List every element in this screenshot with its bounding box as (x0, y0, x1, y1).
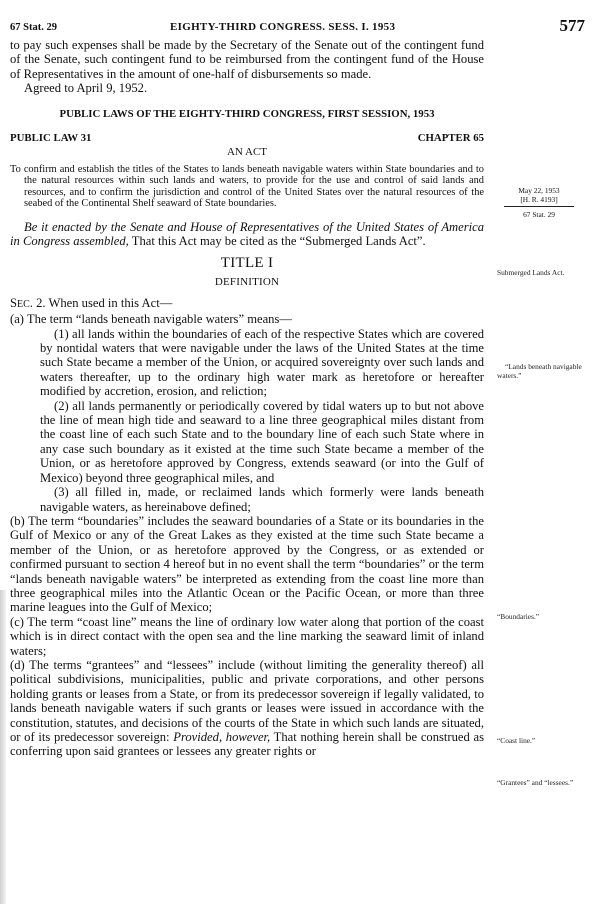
sec2-prefix: S (10, 295, 18, 310)
subsection-d-rest: That nothing herein shall be construed as conferring upon said grantees or lessees any greater rights or (10, 730, 484, 759)
subsection-c: (c) The term “coast line” means the line of ordinary low water along that portion of the coast which is in direct contact with the open sea and the line marking the seaward limit of inland waters; (10, 614, 484, 658)
margin-date: May 22, 1953 (518, 186, 560, 195)
running-header (10, 16, 585, 38)
header-congress: EIGHTY-THIRD CONGRESS. SESS. I. 1953 (170, 21, 396, 33)
margin-note-boundaries: “Boundaries.” (497, 612, 540, 621)
enacting-rest: That this Act may be cited as the “Submerged Lands Act”. (128, 234, 426, 249)
header-stat: 67 Stat. 29 (10, 22, 57, 33)
subsection-b: (b) The term “boundaries” includes the seaward boundaries of a State or its boundaries in the Gulf of Mexico or any of the Great Lakes as they existed at the time such State became a member of the Union, or as heretofore approved by the Congress, or as extended or confirmed pursuant to section 4 hereof but in no event shall the term “boundaries” or the term “lands beneath navigable waters” be interpreted as extending from the coast line more than three geographical miles into the Atlantic Ocean or the Pacific Ocean, or more than three marine leagues into the Gulf of Mexico; (10, 513, 484, 615)
enacting-clause (10, 220, 484, 249)
law-chapter-row (10, 132, 484, 146)
margin-note-lands-beneath: “Lands beneath navigable waters.” (497, 362, 582, 380)
subsection-d-proviso: Provided, however, (173, 730, 271, 744)
margin-note-grantees: “Grantees” and “lessees.” (497, 778, 574, 787)
purpose-clause: To confirm and establish the titles of the States to lands beneath navigable waters within State boundaries and to the natural resources within such lands and waters, to provide for the use and control of said lands and resources, and to confirm the jurisdiction and control of the United States over the natural resources of the seabed of the Continental Shelf seaward of State boundaries. (10, 163, 484, 210)
chapter: CHAPTER 65 (417, 131, 484, 144)
enacting-italic: Be it enacted by the Senate and House of Representatives of the United States of America in Congress assembled, (10, 220, 484, 249)
section-heading: PUBLIC LAWS OF THE EIGHTY-THIRD CONGRESS, FIRST SESSION, 1953 (59, 107, 435, 120)
subsection-a3: (3) all filled in, made, or reclaimed lands which formerly were lands beneath navigable waters, as hereinabove defined; (40, 485, 484, 514)
margin-bill-box (498, 186, 580, 219)
margin-stat: 67 Stat. 29 (523, 210, 555, 219)
subsection-a2: (2) all lands permanently or periodically covered by tidal waters up to but not above the line of mean high tide and seaward to a line three geographical miles distant from the coast line of each such State and to the boundary line of each such State where in any case such boundary as it existed at the time such State became a member of the Union, or as heretofore approved by Congress, extends seaward (or into the Gulf of Mexico) beyond three geographical miles, and (40, 398, 484, 485)
margin-note-submerged: Submerged Lands Act. (497, 268, 565, 277)
subsection-d-text: (d) The terms “grantees” and “lessees” include (without limiting the generality thereof) all political subdivisions, municipalities, public and private corporations, and other persons holding grants or leases from a State, or from its predecessor sovereign if legally validated, to lands beneath navigable waters if such grants or leases were issued in accordance with the constitution, statutes, and decisions of the courts of the State in which such lands are situated, or of its predecessor sovereign: (10, 657, 484, 744)
definition-heading: DEFINITION (214, 275, 280, 288)
margin-bill: [H. R. 4193] (520, 195, 558, 204)
carryover-paragraph: to pay such expenses shall be made by the Secretary of the Senate out of the contingent fund of the Senate, such contingent fund to be reimbursed from the contingent fund of the House of Representatives in the amount of one-half of disbursements so made. (10, 38, 484, 81)
subsection-d (10, 658, 484, 759)
sec2-rest: . 2. When used in this Act— (29, 295, 173, 310)
title-heading: TITLE I (220, 254, 274, 271)
sec2-caps: EC (17, 298, 30, 310)
agreed-line: Agreed to April 9, 1952. (24, 81, 148, 96)
page-number: 577 (559, 16, 585, 35)
margin-note-coast-line: “Coast line.” (497, 736, 536, 745)
main-text (10, 38, 484, 759)
subsection-a1: (1) all lands within the boundaries of each of the respective States which are covered by nontidal waters that were navigable under the laws of the United States at the time such State became a member of the Union, or acquired sovereignty over such lands and waters thereafter, up to the ordinary high water mark as heretofore or hereafter modified by accretion, erosion, and reliction; (40, 326, 484, 399)
subsection-a-intro: (a) The term “lands beneath navigable waters” means— (10, 312, 292, 327)
an-act-heading: AN ACT (226, 145, 268, 158)
scan-edge-shadow (0, 590, 6, 904)
margin-rule (504, 206, 574, 207)
sec2-intro (10, 296, 484, 312)
public-law: PUBLIC LAW 31 (10, 131, 92, 144)
